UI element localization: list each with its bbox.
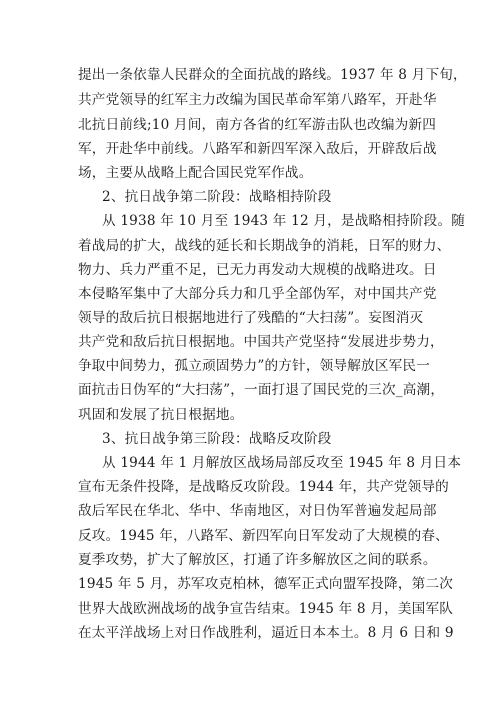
text-line: 从 1944 年 1 月解放区战场局部反攻至 1945 年 8 月日本 bbox=[102, 455, 462, 471]
text-line: 面抗击日伪军的“大扫荡”，一面打退了国民党的三次_高潮， bbox=[78, 382, 445, 398]
text-line: 着战局的扩大，战线的延长和长期战争的消耗，日军的财力、 bbox=[78, 238, 451, 254]
text-line: 本侵略军集中了大部分兵力和几乎全部伪军，对中国共产党 bbox=[78, 286, 437, 302]
section-heading: 3、抗日战争第三阶段：战略反攻阶段 bbox=[102, 431, 332, 447]
text-line: 场，主要从战略上配合国民党军作战。 bbox=[78, 165, 313, 181]
text-line: 提出一条依靠人民群众的全面抗战的路线。1937 年 8 月下旬， bbox=[78, 67, 467, 83]
text-line: 从 1938 年 10 月至 1943 年 12 月，是战略相持阶段。随 bbox=[102, 213, 466, 229]
text-line: 1945 年 5 月，苏军攻克柏林，德军正式向盟军投降，第二次 bbox=[78, 576, 454, 592]
text-line: 共产党和敌后抗日根据地。中国共产党坚持“发展进步势力， bbox=[78, 334, 444, 350]
text-line: 领导的敌后抗日根据地进行了残酷的“大扫荡”。妄图消灭 bbox=[78, 310, 424, 326]
text-line: 军，开赴华中前线。八路军和新四军深入敌后，开辟敌后战 bbox=[78, 141, 437, 157]
text-line: 夏季攻势，扩大了解放区，打通了许多解放区之间的联系。 bbox=[78, 552, 437, 568]
text-line: 世界大战欧洲战场的战争宣告结束。1945 年 8 月，美国军队 bbox=[78, 601, 454, 617]
text-line: 巩固和发展了抗日根据地。 bbox=[78, 407, 244, 423]
text-line: 反攻。1945 年，八路军、新四军向日军发动了大规模的春、 bbox=[78, 528, 449, 544]
text-line: 争取中间势力，孤立顽固势力”的方针，领导解放区军民一 bbox=[78, 358, 430, 374]
text-line: 敌后军民在华北、华中、华南地区，对日伪军普遍发起局部 bbox=[78, 503, 437, 519]
text-line: 北抗日前线;10 月间，南方各省的红军游击队也改编为新四 bbox=[78, 117, 437, 133]
text-line: 共产党领导的红军主力改编为国民革命军第八路军，开赴华 bbox=[78, 92, 437, 108]
text-line: 物力、兵力严重不足，已无力再发动大规模的战略进攻。日 bbox=[78, 262, 437, 278]
text-line: 在太平洋战场上对日作战胜利，逼近日本本土。8 月 6 日和 9 bbox=[78, 625, 454, 641]
text-line: 宣布无条件投降，是战略反攻阶段。1944 年，共产党领导的 bbox=[78, 479, 449, 495]
section-heading: 2、抗日战争第二阶段：战略相持阶段 bbox=[102, 189, 332, 205]
